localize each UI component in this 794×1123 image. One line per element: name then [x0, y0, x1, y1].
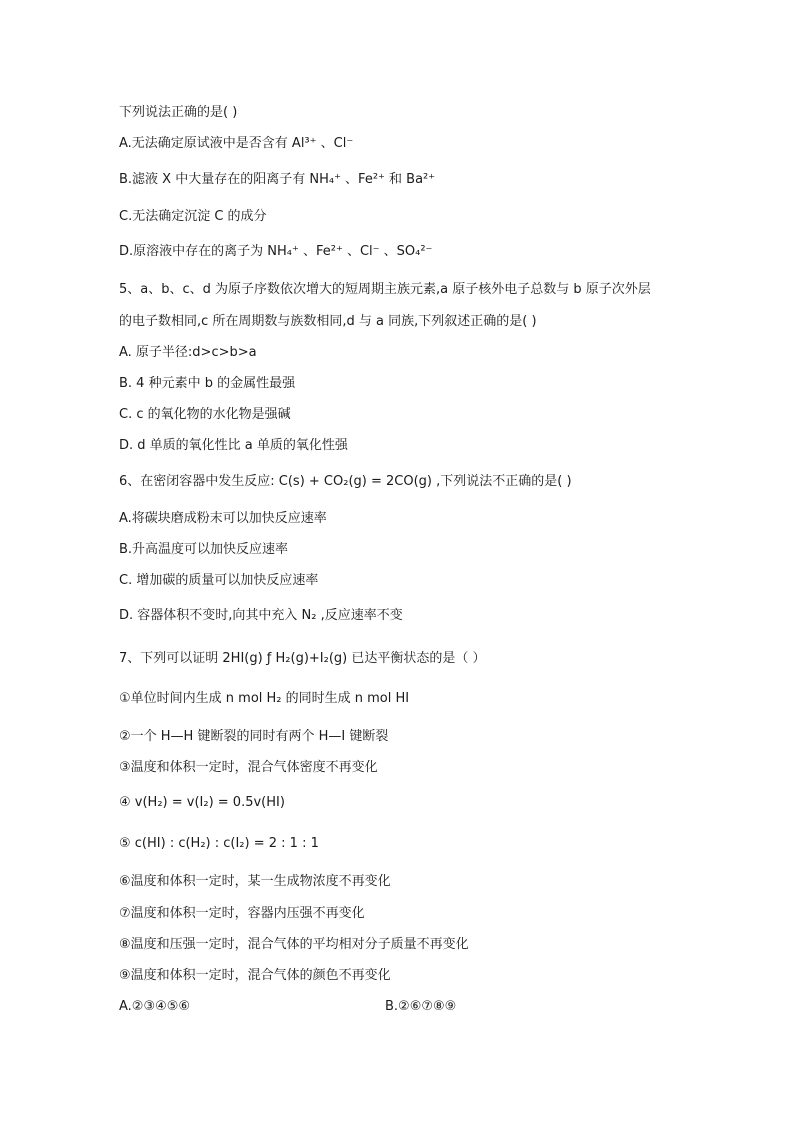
q5-option-c: C. c 的氧化物的水化物是强碱	[119, 407, 291, 422]
q7-item-8: ⑧温度和压强一定时，混合气体的平均相对分子质量不再变化	[119, 937, 469, 952]
q7-item-3: ③温度和体积一定时，混合气体密度不再变化	[119, 760, 378, 775]
q6-option-b: B.升高温度可以加快反应速率	[119, 542, 289, 557]
q5-option-a: A. 原子半径:d>c>b>a	[119, 345, 257, 360]
q6-option-d: D. 容器体积不变时,向其中充入 N₂ ,反应速率不变	[119, 608, 403, 623]
q7-item-2: ②一个 H—H 键断裂的同时有两个 H—I 键断裂	[119, 729, 389, 744]
q6-option-a: A.将碳块磨成粉末可以加快反应速率	[119, 511, 327, 526]
q4-option-c: C.无法确定沉淀 C 的成分	[119, 209, 267, 224]
q7-item-4: ④ v(H₂) = v(I₂) = 0.5v(HI)	[119, 795, 285, 810]
q5-stem-line1: 5、a、b、c、d 为原子序数依次增大的短周期主族元素,a 原子核外电子总数与 b 原子次外层	[119, 282, 651, 297]
q7-item-7: ⑦温度和体积一定时，容器内压强不再变化	[119, 906, 365, 921]
q6-stem: 6、在密闭容器中发生反应: C(s) + CO₂(g) = 2CO(g) ,下列说法不正确的是( )	[119, 474, 572, 489]
q7-item-9: ⑨温度和体积一定时，混合气体的颜色不再变化	[119, 968, 391, 983]
q4-option-b: B.滤液 X 中大量存在的阳离子有 NH₄⁺ 、Fe²⁺ 和 Ba²⁺	[119, 172, 436, 187]
q7-option-a: A.②③④⑤⑥	[119, 999, 191, 1014]
q7-item-1: ①单位时间内生成 n mol H₂ 的同时生成 n mol HI	[119, 691, 410, 706]
q6-option-c: C. 增加碳的质量可以加快反应速率	[119, 573, 319, 588]
q5-option-d: D. d 单质的氧化性比 a 单质的氧化性强	[119, 438, 348, 453]
q7-option-b: B.②⑥⑦⑧⑨	[385, 999, 457, 1014]
q4-option-d: D.原溶液中存在的离子为 NH₄⁺ 、Fe²⁺ 、Cl⁻ 、SO₄²⁻	[119, 244, 433, 259]
q4-option-a: A.无法确定原试液中是否含有 Al³⁺ 、Cl⁻	[119, 136, 354, 151]
q7-item-6: ⑥温度和体积一定时，某一生成物浓度不再变化	[119, 874, 391, 889]
q7-stem: 7、下列可以证明 2HI(g) ƒ H₂(g)+I₂(g) 已达平衡状态的是（ ）	[119, 651, 486, 666]
q7-item-5: ⑤ c(HI) : c(H₂) : c(I₂) = 2 : 1 : 1	[119, 836, 319, 851]
q5-stem-line2: 的电子数相同,c 所在周期数与族数相同,d 与 a 同族,下列叙述正确的是( )	[119, 314, 537, 329]
q5-option-b: B. 4 种元素中 b 的金属性最强	[119, 376, 296, 391]
q4-stem: 下列说法正确的是( )	[119, 105, 238, 120]
